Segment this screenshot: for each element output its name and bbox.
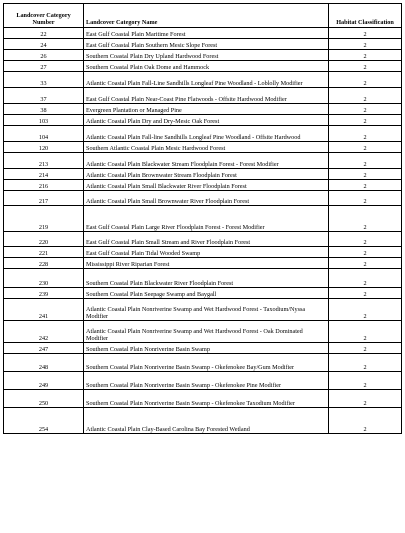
cell-name: East Gulf Coastal Plain Southern Mesic Slope Forest [84, 39, 329, 50]
cell-number: 247 [4, 343, 84, 354]
header-row [4, 4, 402, 28]
table-row [4, 343, 402, 354]
cell-name: Atlantic Coastal Plain Clay-Based Carolina Bay Forested Wetland [84, 408, 329, 434]
cell-habitat: 2 [329, 390, 402, 408]
cell-habitat: 2 [329, 61, 402, 72]
cell-number: 216 [4, 180, 84, 191]
cell-name: East Gulf Coastal Plain Small Stream and River Floodplain Forest [84, 232, 329, 247]
cell-number: 26 [4, 50, 84, 61]
table-row [4, 269, 402, 288]
table-row [4, 153, 402, 169]
table-row [4, 372, 402, 390]
table-row [4, 39, 402, 50]
cell-number: 249 [4, 372, 84, 390]
cell-number: 254 [4, 408, 84, 434]
table-row [4, 126, 402, 142]
cell-number: 104 [4, 126, 84, 142]
table-row [4, 88, 402, 104]
cell-name: Southern Coastal Plain Blackwater River Floodplain Forest [84, 269, 329, 288]
cell-name: Atlantic Coastal Plain Nonriverine Swamp and Wet Hardwood Forest - Taxodium/Nyssa Modifier [84, 299, 329, 321]
cell-name: Southern Coastal Plain Oak Dome and Hammock [84, 61, 329, 72]
cell-name: Atlantic Coastal Plain Small Brownwater River Floodplain Forest [84, 191, 329, 206]
cell-number: 33 [4, 72, 84, 88]
table-row [4, 321, 402, 343]
cell-number: 230 [4, 269, 84, 288]
table-row [4, 72, 402, 88]
table-row [4, 247, 402, 258]
table-row [4, 299, 402, 321]
cell-habitat: 2 [329, 115, 402, 126]
table-row [4, 191, 402, 206]
cell-name: East Gulf Coastal Plain Tidal Wooded Swamp [84, 247, 329, 258]
cell-habitat: 2 [329, 408, 402, 434]
cell-name: Southern Atlantic Coastal Plain Mesic Hardwood Forest [84, 142, 329, 153]
cell-number: 103 [4, 115, 84, 126]
cell-habitat: 2 [329, 28, 402, 39]
cell-habitat: 2 [329, 72, 402, 88]
cell-name: East Gulf Coastal Plain Near-Coast Pine Flatwoods - Offsite Hardwood Modifier [84, 88, 329, 104]
table-row [4, 390, 402, 408]
cell-number: 24 [4, 39, 84, 50]
cell-number: 248 [4, 354, 84, 372]
cell-habitat: 2 [329, 372, 402, 390]
table-row [4, 61, 402, 72]
cell-name: Evergreen Plantation or Managed Pine [84, 104, 329, 115]
cell-name: Southern Coastal Plain Dry Upland Hardwood Forest [84, 50, 329, 61]
header-number: Landcover Category Number [4, 4, 84, 28]
cell-name: Southern Coastal Plain Nonriverine Basin Swamp [84, 343, 329, 354]
cell-habitat: 2 [329, 299, 402, 321]
cell-habitat: 2 [329, 169, 402, 180]
cell-name: Southern Coastal Plain Nonriverine Basin Swamp - Okefenokee Taxodium Modifier [84, 390, 329, 408]
table-row [4, 180, 402, 191]
table-row [4, 104, 402, 115]
table-row [4, 408, 402, 434]
cell-number: 228 [4, 258, 84, 269]
table-row [4, 354, 402, 372]
cell-habitat: 2 [329, 142, 402, 153]
table-body [4, 28, 402, 434]
cell-habitat: 2 [329, 191, 402, 206]
cell-habitat: 2 [329, 321, 402, 343]
table-row [4, 206, 402, 232]
cell-habitat: 2 [329, 343, 402, 354]
cell-habitat: 2 [329, 39, 402, 50]
table-row [4, 142, 402, 153]
cell-habitat: 2 [329, 50, 402, 61]
header-name: Landcover Category Name [84, 4, 329, 28]
cell-name: Atlantic Coastal Plain Fall-Line Sandhills Longleaf Pine Woodland - Loblolly Modifier [84, 72, 329, 88]
cell-habitat: 2 [329, 247, 402, 258]
table-row [4, 28, 402, 39]
cell-number: 38 [4, 104, 84, 115]
cell-number: 241 [4, 299, 84, 321]
cell-number: 214 [4, 169, 84, 180]
cell-number: 37 [4, 88, 84, 104]
cell-name: Atlantic Coastal Plain Fall-line Sandhills Longleaf Pine Woodland - Offsite Hardwood [84, 126, 329, 142]
cell-name: Southern Coastal Plain Nonriverine Basin Swamp - Okefenokee Pine Modifier [84, 372, 329, 390]
cell-name: Atlantic Coastal Plain Nonriverine Swamp and Wet Hardwood Forest - Oak Dominated Modifier [84, 321, 329, 343]
cell-name: Atlantic Coastal Plain Brownwater Stream Floodplain Forest [84, 169, 329, 180]
cell-number: 239 [4, 288, 84, 299]
table-row [4, 115, 402, 126]
table-row [4, 288, 402, 299]
cell-habitat: 2 [329, 354, 402, 372]
cell-number: 120 [4, 142, 84, 153]
table-row [4, 232, 402, 247]
cell-habitat: 2 [329, 269, 402, 288]
cell-habitat: 2 [329, 206, 402, 232]
cell-number: 213 [4, 153, 84, 169]
cell-name: East Gulf Coastal Plain Maritime Forest [84, 28, 329, 39]
cell-number: 250 [4, 390, 84, 408]
landcover-table [3, 3, 402, 434]
cell-number: 22 [4, 28, 84, 39]
header-habitat: Habitat Classification [329, 4, 402, 28]
cell-number: 219 [4, 206, 84, 232]
cell-name: East Gulf Coastal Plain Large River Floodplain Forest - Forest Modifier [84, 206, 329, 232]
cell-number: 27 [4, 61, 84, 72]
cell-habitat: 2 [329, 180, 402, 191]
cell-habitat: 2 [329, 288, 402, 299]
cell-name: Southern Coastal Plain Nonriverine Basin Swamp - Okefenokee Bay/Gum Modifier [84, 354, 329, 372]
cell-habitat: 2 [329, 88, 402, 104]
cell-name: Southern Coastal Plain Seepage Swamp and Baygall [84, 288, 329, 299]
cell-number: 217 [4, 191, 84, 206]
cell-habitat: 2 [329, 258, 402, 269]
table-row [4, 50, 402, 61]
cell-name: Atlantic Coastal Plain Small Blackwater River Floodplain Forest [84, 180, 329, 191]
cell-habitat: 2 [329, 153, 402, 169]
cell-habitat: 2 [329, 104, 402, 115]
cell-name: Atlantic Coastal Plain Blackwater Stream Floodplain Forest - Forest Modifier [84, 153, 329, 169]
cell-name: Mississippi River Riparian Forest [84, 258, 329, 269]
cell-number: 221 [4, 247, 84, 258]
cell-habitat: 2 [329, 232, 402, 247]
cell-habitat: 2 [329, 126, 402, 142]
table-row [4, 258, 402, 269]
cell-number: 242 [4, 321, 84, 343]
cell-name: Atlantic Coastal Plain Dry and Dry-Mesic Oak Forest [84, 115, 329, 126]
table-row [4, 169, 402, 180]
cell-number: 220 [4, 232, 84, 247]
